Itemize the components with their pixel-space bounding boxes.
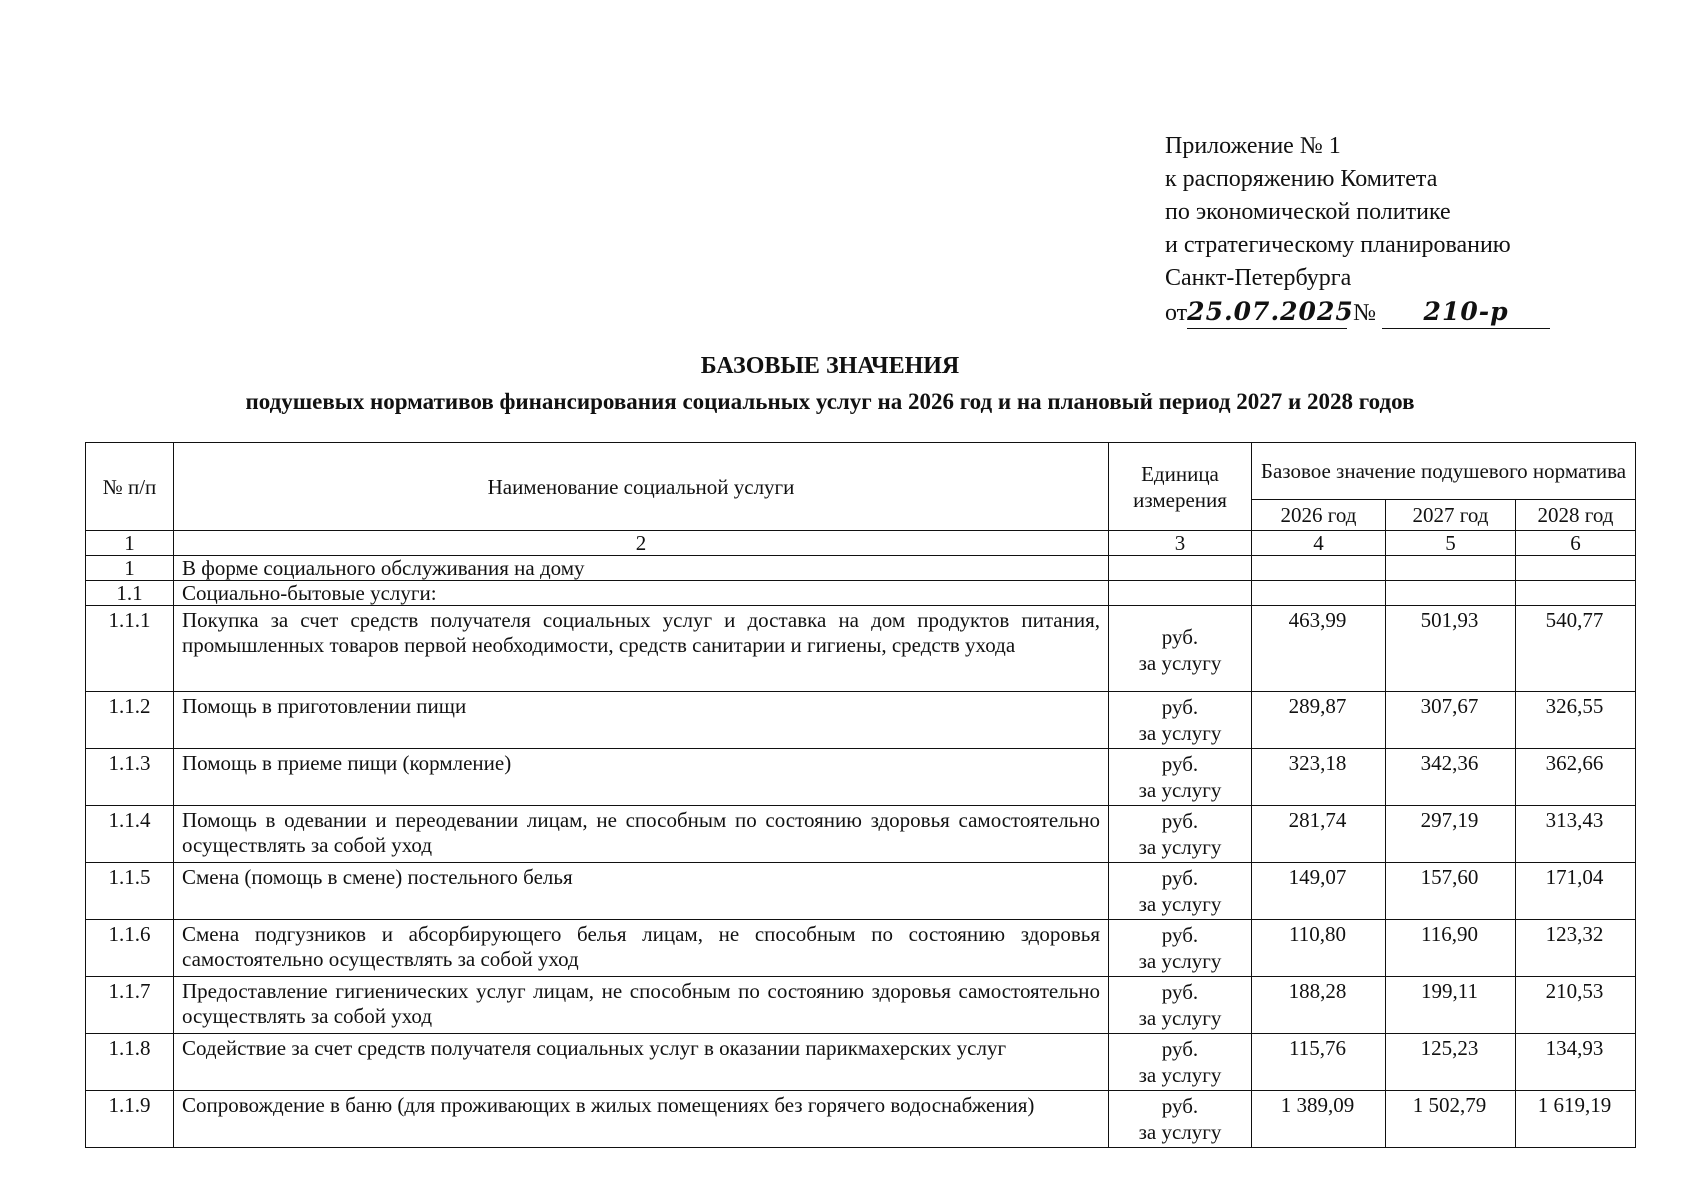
row-unit-text: руб. за услугу	[1138, 752, 1222, 802]
subsection-row	[86, 581, 1636, 606]
row-unit-text: руб. за услугу	[1138, 866, 1222, 916]
subsection-num: 1.1	[86, 581, 174, 606]
column-number: 2	[174, 531, 1109, 556]
row-value-2027: 501,93	[1386, 606, 1516, 692]
row-unit	[1109, 692, 1252, 749]
row-value-2027: 1 502,79	[1386, 1091, 1516, 1148]
header-base-value: Базовое значение подушевого норматива	[1252, 443, 1636, 500]
row-value-2027: 116,90	[1386, 920, 1516, 977]
appendix-line: к распоряжению Комитета	[1165, 166, 1438, 192]
row-service-name: Предоставление гигиенических услуг лицам, не способным по состоянию здоровья самостоятельно осуществлять за собой уход	[174, 977, 1109, 1034]
row-value-2026: 281,74	[1252, 806, 1386, 863]
row-service-name: Помощь в приготовлении пищи	[174, 692, 1109, 749]
section-name: В форме социального обслуживания на дому	[174, 556, 1109, 581]
appendix-block	[1165, 130, 1550, 328]
row-value-2027: 297,19	[1386, 806, 1516, 863]
row-unit-text: руб. за услугу	[1138, 1037, 1222, 1087]
table-row	[86, 749, 1636, 806]
row-num: 1.1.7	[86, 977, 174, 1034]
row-num: 1.1.1	[86, 606, 174, 692]
row-num: 1.1.6	[86, 920, 174, 977]
row-value-2027: 342,36	[1386, 749, 1516, 806]
column-number: 1	[86, 531, 174, 556]
row-value-2028: 210,53	[1516, 977, 1636, 1034]
row-value-2027: 157,60	[1386, 863, 1516, 920]
row-num: 1.1.3	[86, 749, 174, 806]
row-value-2028: 123,32	[1516, 920, 1636, 977]
table-row	[86, 806, 1636, 863]
header-name: Наименование социальной услуги	[174, 443, 1109, 531]
row-unit-text: руб. за услугу	[1138, 625, 1222, 675]
row-unit	[1109, 863, 1252, 920]
header-year-2028: 2028 год	[1516, 500, 1636, 531]
row-value-2027: 307,67	[1386, 692, 1516, 749]
table-row	[86, 606, 1636, 692]
appendix-date-line	[1165, 295, 1550, 328]
row-unit-text: руб. за услугу	[1138, 809, 1222, 859]
column-number: 6	[1516, 531, 1636, 556]
number-prefix: №	[1353, 300, 1377, 326]
table-row	[86, 863, 1636, 920]
table-row	[86, 977, 1636, 1034]
row-value-2028: 313,43	[1516, 806, 1636, 863]
row-num: 1.1.8	[86, 1034, 174, 1091]
header-year-2027: 2027 год	[1386, 500, 1516, 531]
date-prefix: от	[1165, 300, 1188, 326]
header-unit: Единица измерения	[1109, 443, 1252, 531]
table-row	[86, 1034, 1636, 1091]
column-number-row	[86, 531, 1636, 556]
row-value-2026: 1 389,09	[1252, 1091, 1386, 1148]
row-value-2026: 463,99	[1252, 606, 1386, 692]
row-unit-text: руб. за услугу	[1138, 695, 1222, 745]
column-number: 5	[1386, 531, 1516, 556]
row-value-2028: 171,04	[1516, 863, 1636, 920]
handwritten-date: 25.07.2025	[1187, 295, 1347, 329]
header-year-2026: 2026 год	[1252, 500, 1386, 531]
row-unit	[1109, 806, 1252, 863]
column-number: 4	[1252, 531, 1386, 556]
row-service-name: Смена подгузников и абсорбирующего белья лицам, не способным по состоянию здоровья самостоятельно осуществлять за собой уход	[174, 920, 1109, 977]
row-unit-text: руб. за услугу	[1138, 1094, 1222, 1144]
row-value-2028: 362,66	[1516, 749, 1636, 806]
appendix-line: Санкт-Петербурга	[1165, 265, 1352, 291]
row-unit	[1109, 1034, 1252, 1091]
row-service-name: Сопровождение в баню (для проживающих в жилых помещениях без горячего водоснабжения)	[174, 1091, 1109, 1148]
subsection-name: Социально-бытовые услуги:	[174, 581, 1109, 606]
row-value-2028: 134,93	[1516, 1034, 1636, 1091]
row-service-name: Помощь в приеме пищи (кормление)	[174, 749, 1109, 806]
row-unit	[1109, 977, 1252, 1034]
column-number: 3	[1109, 531, 1252, 556]
row-service-name: Покупка за счет средств получателя социальных услуг и доставка на дом продуктов питания, промышленных товаров первой необходимости, средств санитарии и гигиены, средств ухода	[174, 606, 1109, 692]
appendix-line: и стратегическому планированию	[1165, 232, 1511, 258]
row-unit	[1109, 1091, 1252, 1148]
row-value-2026: 110,80	[1252, 920, 1386, 977]
row-service-name: Помощь в одевании и переодевании лицам, не способным по состоянию здоровья самостоятельно осуществлять за собой уход	[174, 806, 1109, 863]
document-subtitle: подушевых нормативов финансирования социальных услуг на 2026 год и на плановый период 2027 и 2028 годов	[245, 389, 1415, 414]
row-num: 1.1.5	[86, 863, 174, 920]
row-value-2026: 289,87	[1252, 692, 1386, 749]
row-service-name: Смена (помощь в смене) постельного белья	[174, 863, 1109, 920]
row-value-2026: 188,28	[1252, 977, 1386, 1034]
row-value-2028: 540,77	[1516, 606, 1636, 692]
handwritten-number: 210-р	[1382, 295, 1550, 329]
document-title: БАЗОВЫЕ ЗНАЧЕНИЯ	[700, 353, 960, 379]
appendix-line: Приложение № 1	[1165, 133, 1341, 159]
appendix-line: по экономической политике	[1165, 199, 1451, 225]
row-value-2026: 115,76	[1252, 1034, 1386, 1091]
row-value-2028: 326,55	[1516, 692, 1636, 749]
row-service-name: Содействие за счет средств получателя социальных услуг в оказании парикмахерских услуг	[174, 1034, 1109, 1091]
table-row	[86, 692, 1636, 749]
norms-table	[85, 442, 1636, 1148]
row-num: 1.1.9	[86, 1091, 174, 1148]
row-num: 1.1.4	[86, 806, 174, 863]
row-value-2027: 199,11	[1386, 977, 1516, 1034]
table-row	[86, 1091, 1636, 1148]
row-value-2026: 149,07	[1252, 863, 1386, 920]
row-value-2026: 323,18	[1252, 749, 1386, 806]
row-unit-text: руб. за услугу	[1138, 980, 1222, 1030]
row-unit	[1109, 606, 1252, 692]
header-num: № п/п	[86, 443, 174, 531]
row-num: 1.1.2	[86, 692, 174, 749]
section-num: 1	[86, 556, 174, 581]
row-unit	[1109, 749, 1252, 806]
table-row	[86, 920, 1636, 977]
row-unit-text: руб. за услугу	[1138, 923, 1222, 973]
section-row	[86, 556, 1636, 581]
row-unit	[1109, 920, 1252, 977]
row-value-2027: 125,23	[1386, 1034, 1516, 1091]
row-value-2028: 1 619,19	[1516, 1091, 1636, 1148]
